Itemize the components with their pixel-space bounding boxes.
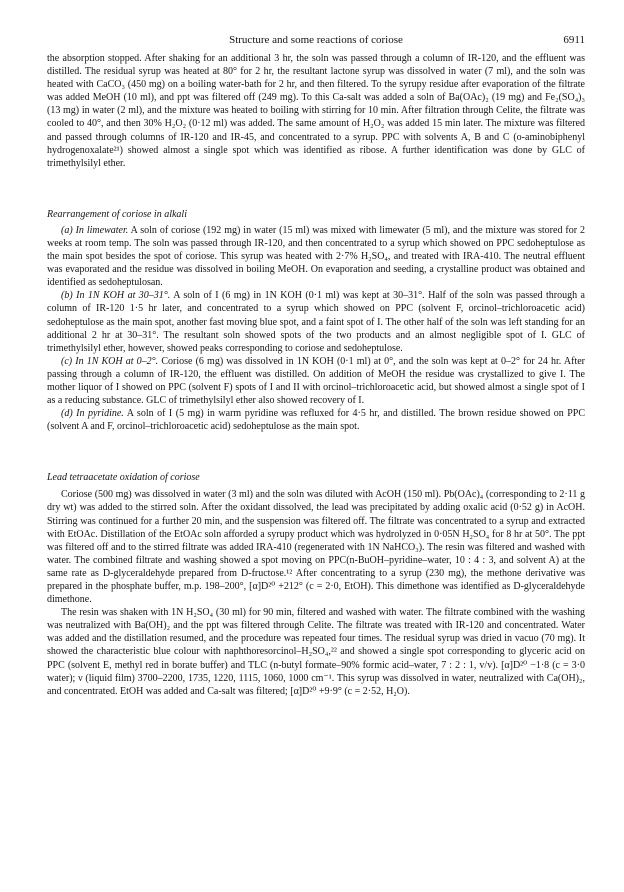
paragraph-text: A soln of I (5 mg) in warm pyridine was refluxed for 4·5 hr, and distilled. The brown residue showed on PPC (solvent A and F, orcinol–trichloroacetic acid) sedoheptulose as the main spot. xyxy=(47,408,585,433)
alkali-paragraph-b xyxy=(47,289,585,354)
intro-paragraph: the absorption stopped. After shaking for an additional 3 hr, the soln was passed through a column of IR-120, and the effluent was distilled. The residual syrup was heated at 80° for 2 hr, the resultant lactone syrup was dissolved in water (7 ml), and the soln was heated with CaCO₃ (450 mg) on a boiling water-bath for 2 hr, and then filtered. To the syrupy residue after evaporation of the filtrate was added MeOH (10 ml), and ppt was filtered off (249 mg). To this Ca-salt was added a soln of Ba(OAc)₂ (19 mg) and Fe₂(SO₄)₃ (13 mg) in water (2 ml), and the mixture was heated to boiling with stirring for 10 min. After filtration through Celite, the filtrate was cooled to 40°, and then 30% H₂O₂ (0·12 ml) was added. The same amount of H₂O₂ was added 15 min later. The mixture was filtered and passed through columns of IR-120 and IR-45, and concentrated to a syrup. PPC with solvents A, B and C (o-aminobiphenyl hydrogenoxalate²¹) showed almost a single spot which was identified as ribose. A further identification was done by GLC of trimethylsilyl ether. xyxy=(47,53,585,169)
oxidation-paragraph-1: Coriose (500 mg) was dissolved in water (3 ml) and the soln was diluted with AcOH (150 ml). Pb(OAc)₄ (corresponding to 2·11 g dry wt) was added to the stirred soln. After the oxidant dissolved, the lead was precipitated by adding oxalic acid (0·52 g) in AcOH. Stirring was continued for a further 20 min, and the suspension was filtered off. The filtrate was concentrated to a syrup and extracted with EtOAc. Distillation of the EtOAc soln afforded a syrupy product which was hydrolyzed in 0·05N H₂SO₄ for 8 hr at 50°. The ppt was filtered off and to the stirred filtrate was added IRA-410 (regenerated with 1N NaHCO₃). The resin was filtered and washed with water. The combined filtrate and washing showed a spot moving on PPC(n-BuOH–pyridine–water, 10 : 4 : 3, and solvent A) at the same rate as D-glyceraldehyde prepared from D-fructose.¹² After concentrating to a syrup (230 mg), the methone derivative was prepared in the phosphate buffer, m.p. 198–200°, [α]D²⁰ +212° (c = 2·0, EtOH). This dimethone was identified as D-glyceraldehyde dimethone. xyxy=(47,489,585,606)
oxidation-paragraph-2: The resin was shaken with 1N H₂SO₄ (30 ml) for 90 min, filtered and washed with water. The filtrate combined with the washing was neutralized with Ba(OH)₂ and the ppt was filtered through Celite. The filtrate was treated with IR-120 and concentrated. Water was added and the distillation resumed, and the procedure was repeated four times. The residual syrup was dried in vacuo (70 mg). It showed the characteristic blue colour with naphthoresorcinol–H₂SO₄,²² and showed a single spot corresponding to glyceric acid on PPC (solvent E, methyl red in borate buffer) and TLC (n-butyl formate–90% formic acid–water, 7 : 2 : 1, v/v). [α]D²⁰ −1·8 (c = 3·0 water); ν (liquid film) 3700–2200, 1735, 1220, 1115, 1060, 1000 cm⁻¹. This syrup was dissolved in water, neutralized with Ca(OH)₂, and concentrated. EtOH was added and Ca-salt was filtered; [α]D²⁰ +9·9° (c = 2·52, H₂O). xyxy=(47,607,585,697)
running-header xyxy=(47,34,585,48)
paragraph-label: (a) In limewater. xyxy=(61,224,129,236)
section-heading-oxidation: Lead tetraacetate oxidation of coriose xyxy=(47,472,200,484)
paragraph-text: Coriose (6 mg) was dissolved in 1N KOH (0·1 ml) at 0°, and the soln was kept at 0–2° for 24 hr. After passing through a column of IR-120, the effluent was distilled. On addition of MeOH the residue was crystallized to give I. The mother liquor of I showed on PPC (solvent F) spots of I and II with orcinol–trichloroacetic acid, but showed almost a single spot of I as a reducing substance. GLC of trimethylsilyl ether also showed recovery of I. xyxy=(47,355,585,407)
paragraph-text: A soln of coriose (192 mg) in water (15 ml) was mixed with limewater (5 ml), and the mixture was stored for 2 weeks at room temp. The soln was passed through IR-120, and then concentrated to a syrup which showed on PPC sedoheptulose as the main spot besides the spot of coriose. This syrup was heated with 2·7% H₂SO₄, and treated with IRA-410. The neutral effluent was evaporated and the residue was dissolved in boiling MeOH. On evaporation and seeding, a crystalline product was obtained and identified as sedoheptulosan. xyxy=(47,224,585,289)
paragraph-label: (c) In 1N KOH at 0–2°. xyxy=(61,355,159,367)
journal-page xyxy=(47,34,585,698)
alkali-paragraph-d xyxy=(47,407,585,433)
alkali-paragraph-c xyxy=(47,355,585,407)
running-title: Structure and some reactions of coriose xyxy=(229,34,403,46)
paragraph-label: (b) In 1N KOH at 30–31°. xyxy=(61,290,171,302)
alkali-paragraph-a xyxy=(47,224,585,289)
paragraph-label: (d) In pyridine. xyxy=(61,408,124,420)
section-heading-alkali: Rearrangement of coriose in alkali xyxy=(47,208,187,220)
paragraph-text: A soln of I (6 mg) in 1N KOH (0·1 ml) was kept at 30–31°. Half of the soln was passed through a column of IR-120 1·5 hr later, and concentrated to a syrup which showed on PPC (solvent F, orcinol–trichloroacetic acid) sedoheptulose as the main spot, another fast moving blue spot, and a faint spot of I. The other half of the soln was left standing for an additional 2 hr at 30–31°. The resultant soln showed spots of the two products and an almost negligible spot of I. GLC of trimethylsilyl ether, however, showed peaks corresponding to coriose and sedoheptulose. xyxy=(47,290,585,354)
page-number: 6911 xyxy=(563,34,585,46)
